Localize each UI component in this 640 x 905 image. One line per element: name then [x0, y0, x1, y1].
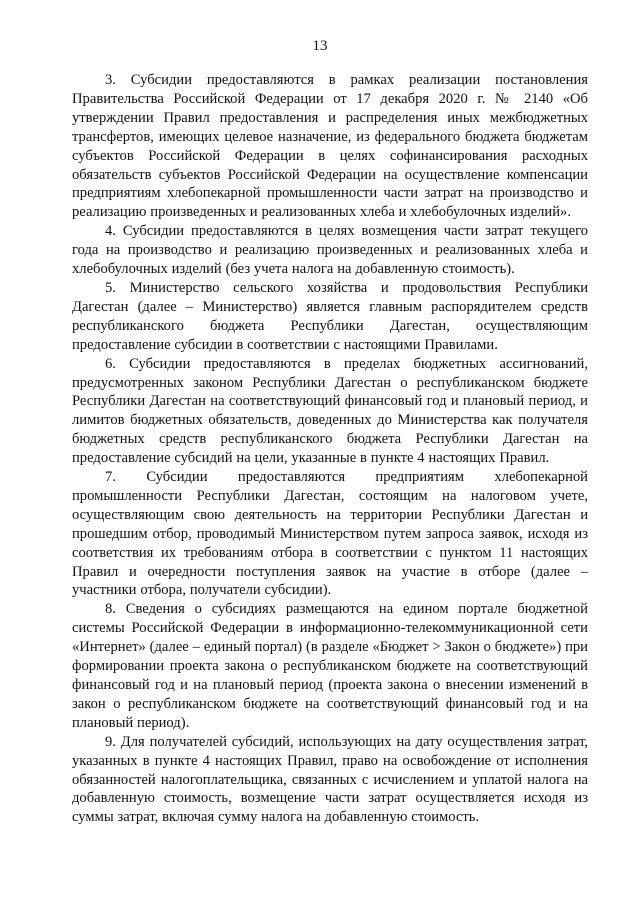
paragraph-7: 7. Субсидии предоставляются предприятиям хлебопекарной промышленности Республики Дагестан, состоящим на налоговом учете, осуществляющим свою деятельность на территории Республики Дагестан и прошедшим отбор, проводимый Министерством путем запроса заявок, исходя из соответствия их требованиям отбора в соответствии с пунктом 11 настоящих Правил и очередности поступления заявок на участие в отборе (далее – участники отбора, получатели субсидии). — [72, 469, 588, 599]
paragraph-6: 6. Субсидии предоставляются в пределах бюджетных ассигнований, предусмотренных законом Республики Дагестан о республиканском бюджете Республики Дагестан на соответствующий финансовый год и плановый период, и лимитов бюджетных обязательств, доведенных до Министерства как получателя бюджетных средств республиканского бюджета Республики Дагестан на предоставление субсидий на цели, указанные в пункте 4 настоящих Правил. — [72, 355, 588, 467]
paragraph-9: 9. Для получателей субсидий, использующих на дату осуществления затрат, указанных в пункте 4 настоящих Правил, право на освобождение от исполнения обязанностей налогоплательщика, связанных с исчислением и уплатой налога на добавленную стоимость, возмещение части затрат осуществляется исходя из суммы затрат, включая сумму налога на добавленную стоимость. — [72, 733, 588, 826]
document-body — [72, 71, 588, 827]
paragraph-5: 5. Министерство сельского хозяйства и продовольствия Республики Дагестан (далее – Министерство) является главным распорядителем средств республиканского бюджета Республики Дагестан, осуществляющим предоставление субсидии в соответствии с настоящими Правилами. — [72, 279, 588, 353]
paragraph-4: 4. Субсидии предоставляются в целях возмещения части затрат текущего года на производство и реализацию произведенных и реализованных хлеба и хлебобулочных изделий (без учета налога на добавленную стоимость). — [72, 223, 588, 278]
page-number: 13 — [312, 38, 328, 54]
paragraph-8: 8. Сведения о субсидиях размещаются на едином портале бюджетной системы Российской Федерации в информационно-телекоммуникационной сети «Интернет» (далее – единый портал) (в разделе «Бюджет > Закон о бюджете») при формировании проекта закона о республиканском бюджете на соответствующий финансовый год и на плановый период (проекта закона о внесении изменений в закон о республиканском бюджете на соответствующий финансовый год и на плановый период). — [72, 601, 588, 731]
paragraph-3: 3. Субсидии предоставляются в рамках реализации постановления Правительства Российской Федерации от 17 декабря 2020 г. № 2140 «Об утверждении Правил предоставления и распределения иных межбюджетных трансфертов, имеющих целевое назначение, из федерального бюджета бюджетам субъектов Российской Федерации в целях софинансирования расходных обязательств субъектов Российской Федерации на осуществление компенсации предприятиям хлебопекарной промышленности части затрат на производство и реализацию произведенных и реализованных хлеба и хлебобулочных изделий». — [72, 72, 588, 221]
